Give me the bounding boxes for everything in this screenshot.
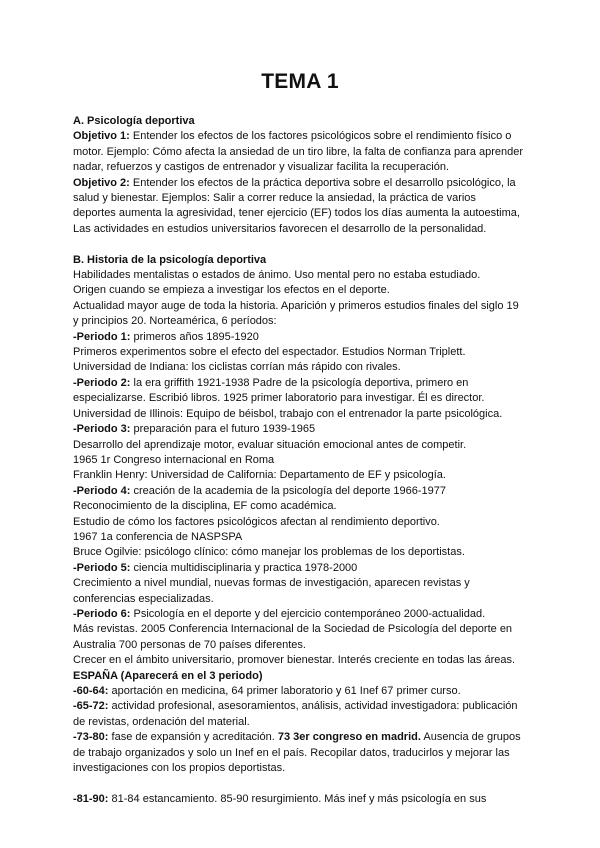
period-6-text: Psicología en el deporte y del ejercicio contemporáneo 2000-actualidad. [130,607,486,620]
spain-period-1-line [73,684,543,699]
period-6-line [73,607,543,622]
paragraph-gap [73,776,543,791]
spain-heading [73,669,543,684]
objective-1-label: Objetivo 1: [73,130,130,143]
text-line: Crecer en el ámbito universitario, promover bienestar. Interés creciente en todas las áreas. [73,654,516,667]
text-line: 1967 1a conferencia de NASPSPA [73,530,243,543]
spain-period-4-line [73,792,543,807]
text-line: Desarrollo del aprendizaje motor, evaluar situación emocional antes de competir. [73,438,467,451]
period-5-label: -Periodo 5: [73,561,131,574]
text-line: Más revistas. 2005 Conferencia Internacional de la Sociedad de Psicología del deporte en [73,623,513,636]
period-5-line [73,561,543,576]
period-5-text: ciencia multidisciplinaria y practica 1978-2000 [130,561,358,574]
text-line: de revistas, ordenación del material. [73,715,250,728]
period-3-line [73,422,543,437]
text-line: investigaciones con los propios deportistas. [73,762,286,775]
objective-2-line [73,176,543,191]
text-line: Franklin Henry: Universidad de California: Departamento de EF y psicología. [73,469,446,482]
spain-period-3-line [73,730,543,745]
spain-period-3-label: -73-80: [73,731,109,744]
text-line: Estudio de cómo los factores psicológicos afectan al rendimiento deportivo. [73,515,440,528]
period-2-text: la era griffith 1921-1938 Padre de la psicología deportiva, primero en [130,376,469,389]
spain-period-4-text: 81-84 estancamiento. 85-90 resurgimiento. Más inef y más psicología en sus [108,792,487,805]
period-3-label: -Periodo 3: [73,423,131,436]
period-1-text: primeros años 1895-1920 [130,330,259,343]
spain-period-4-label: -81-90: [73,792,109,805]
text-line: y principios 20. Norteamérica, 6 períodos: [73,315,277,328]
text-line: Origen cuando se empieza a investigar los efectos en el deporte. [73,284,390,297]
text-line: 1965 1r Congreso internacional en Roma [73,453,275,466]
period-2-line [73,376,543,391]
text-line: deportes aumenta la agresividad, tener ejercicio (EF) todos los días aumenta la autoestima, [73,207,520,220]
period-1-label: -Periodo 1: [73,330,131,343]
text-line: especializarse. Escribió libros. 1925 primer laboratorio para investigar. Él es director. [73,392,485,405]
objective-2-text: Entender los efectos de la práctica deportiva sobre el desarrollo psicológico, la [129,176,516,189]
text-line: Las actividades en estudios universitarios favorecen el desarrollo de la personalidad. [73,222,487,235]
spain-period-2-line [73,699,543,714]
text-line: Actualidad mayor auge de toda la historia. Aparición y primeros estudios finales del siglo 19 [73,299,519,312]
text-line: Habilidades mentalistas o estados de ánimo. Uso mental pero no estaba estudiado. [73,269,481,282]
section-b-heading-text: B. Historia de la psicología deportiva [73,253,267,266]
spain-period-3-text-2: Ausencia de grupos [420,731,521,744]
spain-heading-text: ESPAÑA (Aparecerá en el 3 periodo) [73,669,263,682]
spain-period-2-label: -65-72: [73,700,109,713]
period-4-line [73,484,543,499]
section-a-heading-text: A. Psicología deportiva [73,115,195,127]
objective-1-line [73,129,543,144]
document-body [73,114,543,807]
period-4-label: -Periodo 4: [73,484,131,497]
text-line: Primeros experimentos sobre el efecto del espectador. Estudios Norman Triplett. [73,346,466,359]
objective-2-label: Objetivo 2: [73,176,130,189]
period-4-text: creación de la academia de la psicología del deporte 1966-1977 [130,484,447,497]
period-6-label: -Periodo 6: [73,607,131,620]
spain-period-3-bold: 73 3er congreso en madrid. [277,731,421,744]
text-line: Crecimiento a nivel mundial, nuevas formas de investigación, aparecen revistas y [73,577,470,590]
text-line: Universidad de Illinois: Equipo de béisbol, trabajo con el entrenador la parte psicológica. [73,407,503,420]
text-line: Bruce Ogilvie: psicólogo clínico: cómo manejar los problemas de los deportistas. [73,546,465,559]
objective-1-text: Entender los efectos de los factores psicológicos sobre el rendimiento físico o [129,130,512,143]
text-line: Reconocimiento de la disciplina, EF como académica. [73,500,337,513]
text-line: Australia 700 personas de 70 países diferentes. [73,638,306,651]
text-line: motor. Ejemplo: Cómo afecta la ansiedad de un tiro libre, la falta de confianza para aprender [73,145,524,158]
text-line: conferencias especializadas. [73,592,214,605]
paragraph-gap [73,237,543,252]
section-a-heading [73,114,543,129]
text-line: Universidad de Indiana: los ciclistas corrían más rápido con rivales. [73,361,401,374]
spain-period-3-text: fase de expansión y acreditación. [108,731,278,744]
spain-period-2-text: actividad profesional, asesoramientos, análisis, actividad investigadora: publicación [108,700,518,713]
period-3-text: preparación para el futuro 1939-1965 [130,423,316,436]
text-line: de trabajo organizados y solo un Inef en el país. Recopilar datos, traducirlos y mejorar las [73,746,510,759]
page-title: TEMA 1 [261,70,339,93]
spain-period-1-text: aportación en medicina, 64 primer laboratorio y 61 Inef 67 primer curso. [108,685,461,698]
period-1-line [73,330,543,345]
period-2-label: -Periodo 2: [73,376,131,389]
text-line: nadar, refuerzos y castigos de entrenador y visualizar facilita la recuperación. [73,161,450,174]
section-b-heading [73,253,543,268]
text-line: salud y bienestar. Ejemplos: Salir a correr reduce la ansiedad, la práctica de varios [73,192,476,205]
spain-period-1-label: -60-64: [73,685,109,698]
